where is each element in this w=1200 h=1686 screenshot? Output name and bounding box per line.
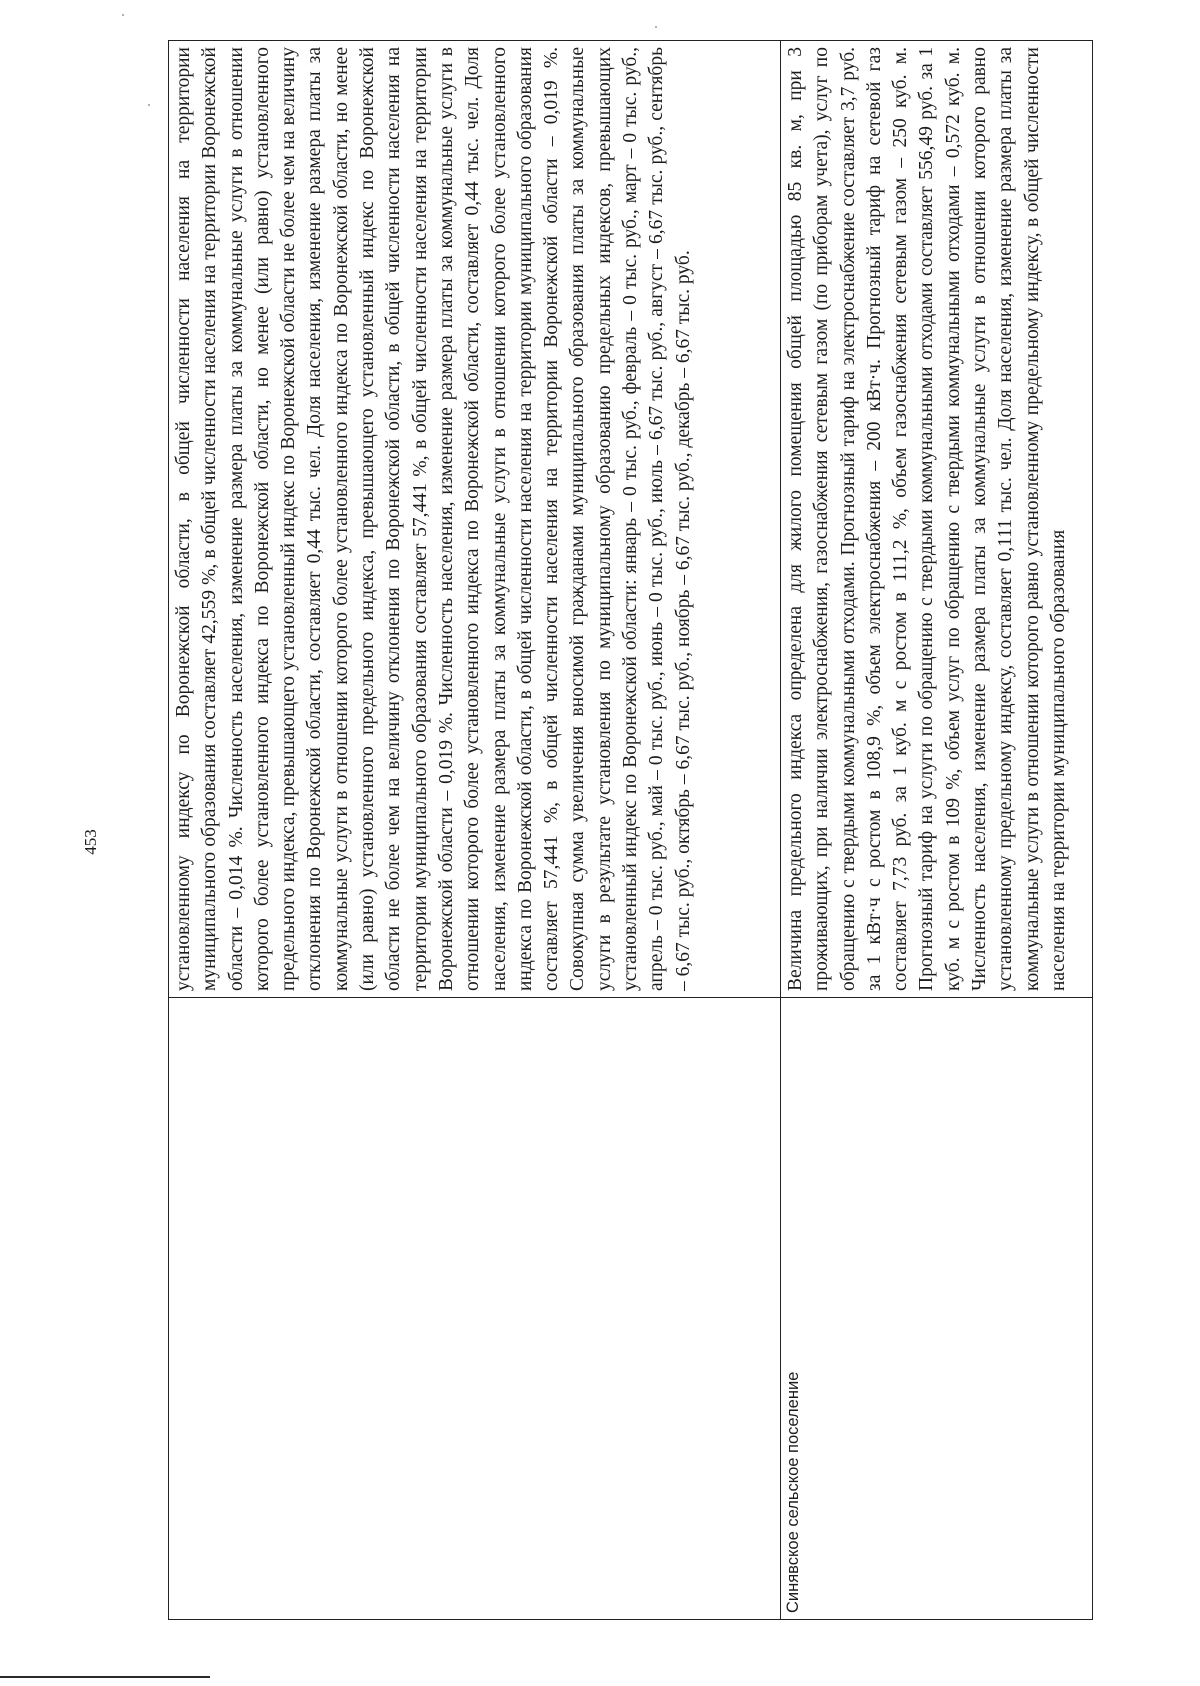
municipality-name-cell: Синявское сельское поселение	[781, 997, 1092, 1619]
document-table	[168, 40, 1093, 1620]
description-cell: Величина предельного индекса определена для жилого помещения общей площадью 85 кв. м, при 3 проживающих, при наличии электроснабжения, газоснабжения сетевым газом (по приборам учета), услуг по обращению с твердыми коммунальными отходами. Прогнозный тариф на электроснабжение составляет 3,7 руб. за 1 кВт·ч с ростом в 108,9 %, объем электроснабжения – 200 кВт·ч. Прогнозный тариф на сетевой газ составляет 7,73 руб. за 1 куб. м с ростом в 111,2 %, объем газоснабжения сетевым газом – 250 куб. м. Прогнозный тариф на услуги по обращению с твердыми коммунальными отходами составляет 556,49 руб. за 1 куб. м с ростом в 109 %, объем услуг по обращению с твердыми коммунальными отходами – 0,572 куб. м. Численность населения, изменение размера платы за коммунальные услуги в отношении которого равно установленному предельному индексу, составляет 0,111 тыс. чел. Доля населения, изменение размера платы за коммунальные услуги в отношении которого равно установленному предельному индексу, в общей численности населения на территории муниципального образования	[785, 47, 1069, 991]
municipality-name-cell	[169, 997, 780, 1619]
scan-speck	[122, 14, 124, 16]
table-row	[781, 40, 1093, 1620]
scan-speck	[148, 104, 150, 106]
description-cell: установленному индексу по Воронежской области, в общей численности населения на территории муниципального образования составляет 42,559 %, в общей численности населения на территории Воронежской области – 0,014 %. Численность населения, изменение размера платы за коммунальные услуги в отношении которого более установленного индекса по Воронежской области, но менее (или равно) установленного предельного индекса, превышающего установленный индекс по Воронежской области не более чем на величину отклонения по Воронежской области, составляет 0,44 тыс. чел. Доля населения, изменение размера платы за коммунальные услуги в отношении которого более установленного индекса по Воронежской области, но менее (или равно) установленного предельного индекса, превышающего установленный индекс по Воронежской области не более чем на величину отклонения по Воронежской области, в общей численности населения на территории муниципального образования составляет 57,441 %, в общей численности населения на территории Воронежской области – 0,019 %. Численность населения, изменение размера платы за коммунальные услуги в отношении которого более установленного индекса по Воронежской области, составляет 0,44 тыс. чел. Доля населения, изменение размера платы за коммунальные услуги в отношении которого более установленного индекса по Воронежской области, в общей численности населения на территории муниципального образования составляет 57,441 %, в общей численности населения на территории Воронежской области – 0,019 %. Совокупная сумма увеличения вносимой гражданами муниципального образования платы за коммунальные услуги в результате установления по муниципальному образованию предельных индексов, превышающих установленный индекс по Воронежской области: январь – 0 тыс. руб., февраль – 0 тыс. руб., март – 0 тыс. руб., апрель – 0 тыс. руб., май – 0 тыс. руб., июнь – 0 тыс. руб., июль – 6,67 тыс. руб., август – 6,67 тыс. руб., сентябрь – 6,67 тыс. руб., октябрь – 6,67 тыс. руб., ноябрь – 6,67 тыс. руб., декабрь – 6,67 тыс. руб.	[173, 47, 694, 991]
page-number: 453	[81, 829, 100, 855]
table-row	[168, 40, 781, 1620]
scan-speck	[655, 26, 657, 28]
scan-edge-line	[0, 1676, 210, 1678]
